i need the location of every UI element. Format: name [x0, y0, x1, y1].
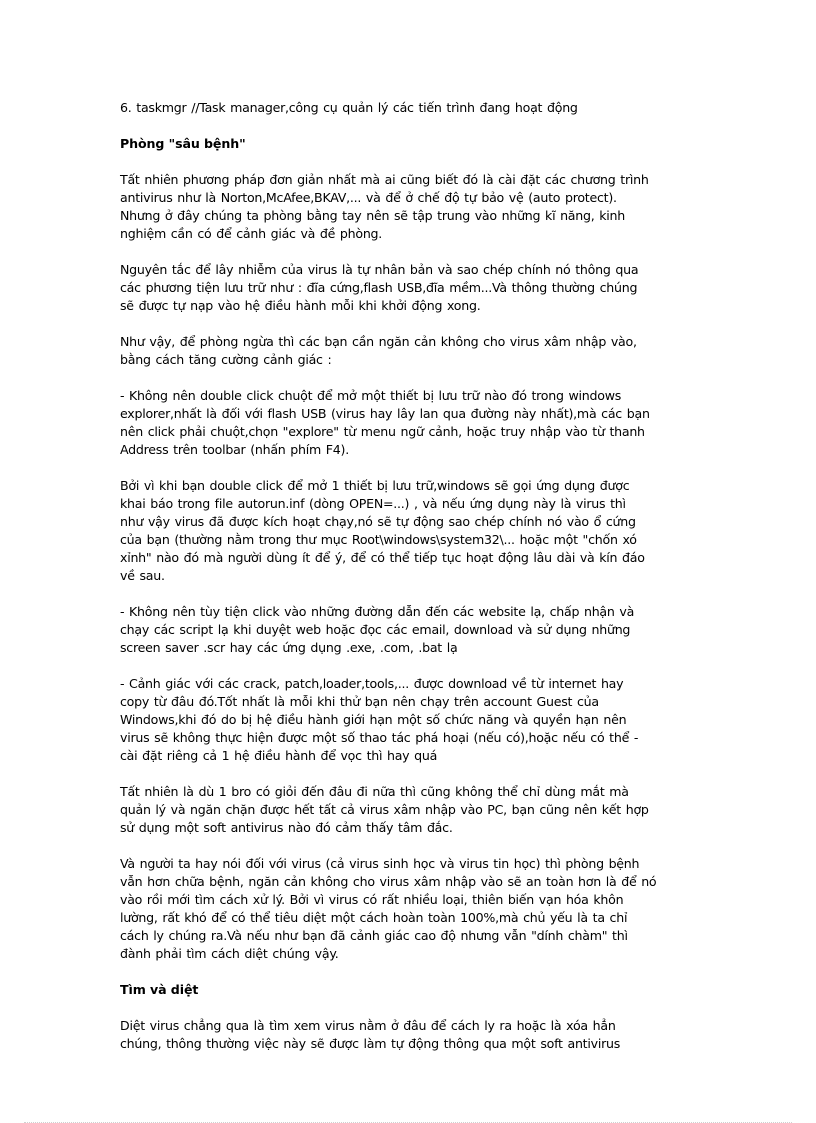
text-line: copy từ đâu đó.Tốt nhất là mỗi khi thử bạn nên chạy trên account Guest của	[120, 694, 599, 709]
section-heading-find-and-destroy: Tìm và diệt	[120, 982, 199, 997]
paragraph-gap	[120, 657, 700, 675]
paragraph-gap	[120, 117, 700, 135]
text-line: - Không nên double click chuột để mở một thiết bị lưu trữ nào đó trong windows	[120, 388, 622, 403]
text-line: Address trên toolbar (nhấn phím F4).	[120, 442, 349, 457]
paragraph-gap	[120, 585, 700, 603]
text-line: Tất nhiên là dù 1 bro có giỏi đến đâu đi nữa thì cũng không thể chỉ dùng mắt mà	[120, 784, 629, 799]
paragraph-gap	[120, 369, 700, 387]
paragraph-gap	[120, 243, 700, 261]
text-line: Và người ta hay nói đối với virus (cả virus sinh học và virus tin học) thì phòng bệnh	[120, 856, 640, 871]
text-line: chạy các script lạ khi duyệt web hoặc đọc các email, download và sử dụng những	[120, 622, 631, 637]
text-line: virus sẽ không thực hiện được một số thao tác phá hoại (nếu có),hoặc nếu có thể -	[120, 730, 639, 745]
text-line: explorer,nhất là đối với flash USB (virus hay lây lan qua đường này nhất),mà các bạn	[120, 406, 650, 421]
text-line: sẽ được tự nạp vào hệ điều hành mỗi khi khởi động xong.	[120, 298, 481, 313]
text-line: - Không nên tùy tiện click vào những đường dẫn đến các website lạ, chấp nhận và	[120, 604, 635, 619]
text-line: như vậy virus đã được kích hoạt chạy,nó sẽ tự động sao chép chính nó vào ổ cứng	[120, 514, 636, 529]
text-line: Tất nhiên phương pháp đơn giản nhất mà ai cũng biết đó là cài đặt các chương trình	[120, 172, 649, 187]
paragraph-gap	[120, 837, 700, 855]
paragraph-gap	[120, 459, 700, 477]
text-line: - Cảnh giác với các crack, patch,loader,tools,... được download về từ internet hay	[120, 676, 624, 691]
text-line: Windows,khi đó do bị hệ điều hành giới hạn một số chức năng và quyền hạn nên	[120, 712, 627, 727]
document-page	[120, 99, 700, 1053]
text-line: lường, rất khó để có thể tiêu diệt một cách hoàn toàn 100%,mà chủ yếu là ta chỉ	[120, 910, 628, 925]
paragraph-gap	[120, 153, 700, 171]
paragraph-gap	[120, 963, 700, 981]
text-line: quản lý và ngăn chặn được hết tất cả virus xâm nhập vào PC, bạn cũng nên kết hợp	[120, 802, 649, 817]
text-line: screen saver .scr hay các ứng dụng .exe, .com, .bat lạ	[120, 640, 458, 655]
section-heading-prevention: Phòng "sâu bệnh"	[120, 136, 246, 151]
text-line: Bởi vì khi bạn double click để mở 1 thiết bị lưu trữ,windows sẽ gọi ứng dụng được	[120, 478, 630, 493]
text-line: cài đặt riêng cả 1 hệ điều hành để vọc thì hay quá	[120, 748, 438, 763]
text-line: xỉnh" nào đó mà người dùng ít để ý, để có thể tiếp tục hoạt động lâu dài và kín đáo	[120, 550, 645, 565]
text-line: 6. taskmgr //Task manager,công cụ quản lý các tiến trình đang hoạt động	[120, 100, 578, 115]
text-line: bằng cách tăng cường cảnh giác :	[120, 352, 332, 367]
text-line: cách ly chúng ra.Và nếu như bạn đã cảnh giác cao độ nhưng vẫn "dính chàm" thì	[120, 928, 628, 943]
paragraph-gap	[120, 315, 700, 333]
text-line: Nguyên tắc để lây nhiễm của virus là tự nhân bản và sao chép chính nó thông qua	[120, 262, 639, 277]
text-line: của bạn (thường nằm trong thư mục Root\windows\system32\... hoặc một "chốn xó	[120, 532, 637, 547]
text-line: đành phải tìm cách diệt chúng vậy.	[120, 946, 339, 961]
text-line: Nhưng ở đây chúng ta phòng bằng tay nên sẽ tập trung vào những kĩ năng, kinh	[120, 208, 626, 223]
text-line: antivirus như là Norton,McAfee,BKAV,... và để ở chế độ tự bảo vệ (auto protect).	[120, 190, 617, 205]
text-line: chúng, thông thường việc này sẽ được làm tự động thông qua một soft antivirus	[120, 1036, 621, 1051]
text-line: Diệt virus chẳng qua là tìm xem virus nằm ở đâu để cách ly ra hoặc là xóa hẳn	[120, 1018, 616, 1033]
text-line: nghiệm cần có để cảnh giác và đề phòng.	[120, 226, 383, 241]
text-line: sử dụng một soft antivirus nào đó cảm thấy tâm đắc.	[120, 820, 453, 835]
paragraph-gap	[120, 765, 700, 783]
text-line: vào rồi mới tìm cách xử lý. Bởi vì virus có rất nhiều loại, thiên biến vạn hóa khôn	[120, 892, 624, 907]
text-line: nên click phải chuột,chọn "explore" từ menu ngữ cảnh, hoặc truy nhập vào từ thanh	[120, 424, 645, 439]
text-line: khai báo trong file autorun.inf (dòng OPEN=...) , và nếu ứng dụng này là virus thì	[120, 496, 626, 511]
text-line: các phương tiện lưu trữ như : đĩa cứng,flash USB,đĩa mềm...Và thông thường chúng	[120, 280, 638, 295]
paragraph-gap	[120, 999, 700, 1017]
text-line: vẫn hơn chữa bệnh, ngăn cản không cho virus xâm nhập vào sẽ an toàn hơn là để nó	[120, 874, 657, 889]
text-line: về sau.	[120, 568, 165, 583]
text-line: Như vậy, để phòng ngừa thì các bạn cần ngăn cản không cho virus xâm nhập vào,	[120, 334, 637, 349]
